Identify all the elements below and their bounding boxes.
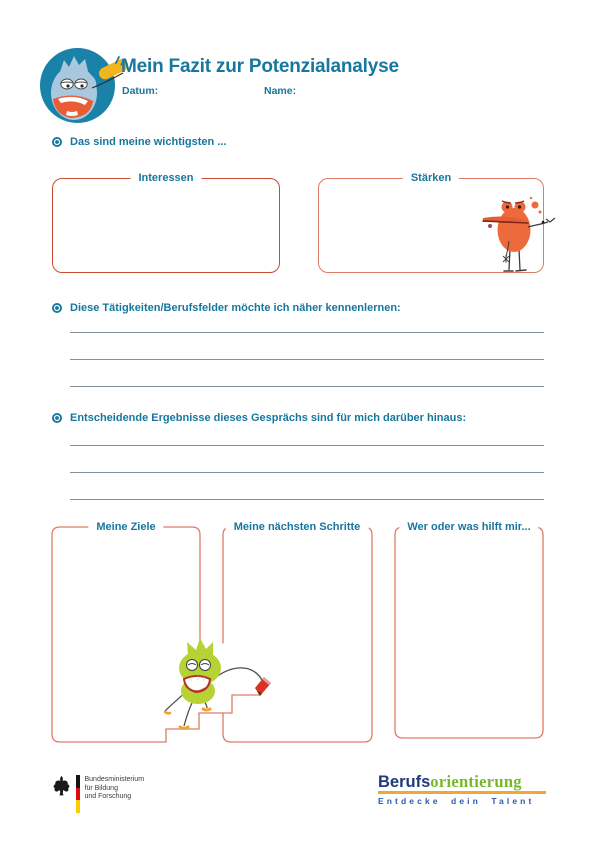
brand-part2: orientierung <box>430 772 522 791</box>
brand-part1: Berufs <box>378 773 431 791</box>
bmbf-text <box>85 775 145 813</box>
berufsorientierung-logo <box>378 773 546 806</box>
section-3-prompt: Entscheidende Ergebnisse dieses Gesprächs sind für mich darüber hinaus: <box>70 412 467 424</box>
brand-underline <box>378 791 546 794</box>
writing-line <box>70 445 544 446</box>
writing-line <box>70 359 544 360</box>
section-1-prompt: Das sind meine wichtigsten ... <box>70 136 227 148</box>
page-title: Mein Fazit zur Potenzialanalyse <box>121 56 399 77</box>
brand-tagline: Entdecke dein Talent <box>378 795 535 806</box>
section-1-prompt-row <box>52 136 544 148</box>
bullet-target-icon <box>52 137 62 147</box>
bullet-target-icon <box>52 413 62 423</box>
staerken-label: Stärken <box>403 172 459 184</box>
wer-hilft-label: Wer oder was hilft mir... <box>399 521 538 533</box>
meine-ziele-label: Meine Ziele <box>88 521 163 533</box>
green-monster-illustration <box>165 638 271 729</box>
writing-line <box>70 386 544 387</box>
datum-label: Datum: <box>122 85 159 97</box>
section-3-prompt-row <box>52 412 544 424</box>
writing-line <box>70 332 544 333</box>
orange-monster-illustration <box>478 193 568 274</box>
name-label: Name: <box>264 85 297 97</box>
section-2-prompt: Diese Tätigkeiten/Berufsfelder möchte ich näher kennenlernen: <box>70 302 401 314</box>
bullet-target-icon <box>52 303 62 313</box>
bmbf-logo <box>52 775 144 813</box>
naechste-schritte-label: Meine nächsten Schritte <box>226 521 369 533</box>
germany-flag-bar <box>76 775 80 813</box>
writing-line <box>70 499 544 500</box>
interessen-label: Interessen <box>130 172 201 184</box>
interessen-box <box>52 178 280 273</box>
bmbf-line2: für Bildung <box>84 784 118 792</box>
pencil-icon <box>255 677 271 696</box>
stairs <box>52 527 543 742</box>
brand-wordmark <box>378 773 546 791</box>
section-2-prompt-row <box>52 302 544 314</box>
bmbf-line3: und Forschung <box>84 793 132 800</box>
goals-boxes-illustration <box>40 515 560 760</box>
bmbf-eagle-icon <box>52 775 71 798</box>
bmbf-line1: Bundesministerium <box>84 776 145 783</box>
writing-line <box>70 472 544 473</box>
